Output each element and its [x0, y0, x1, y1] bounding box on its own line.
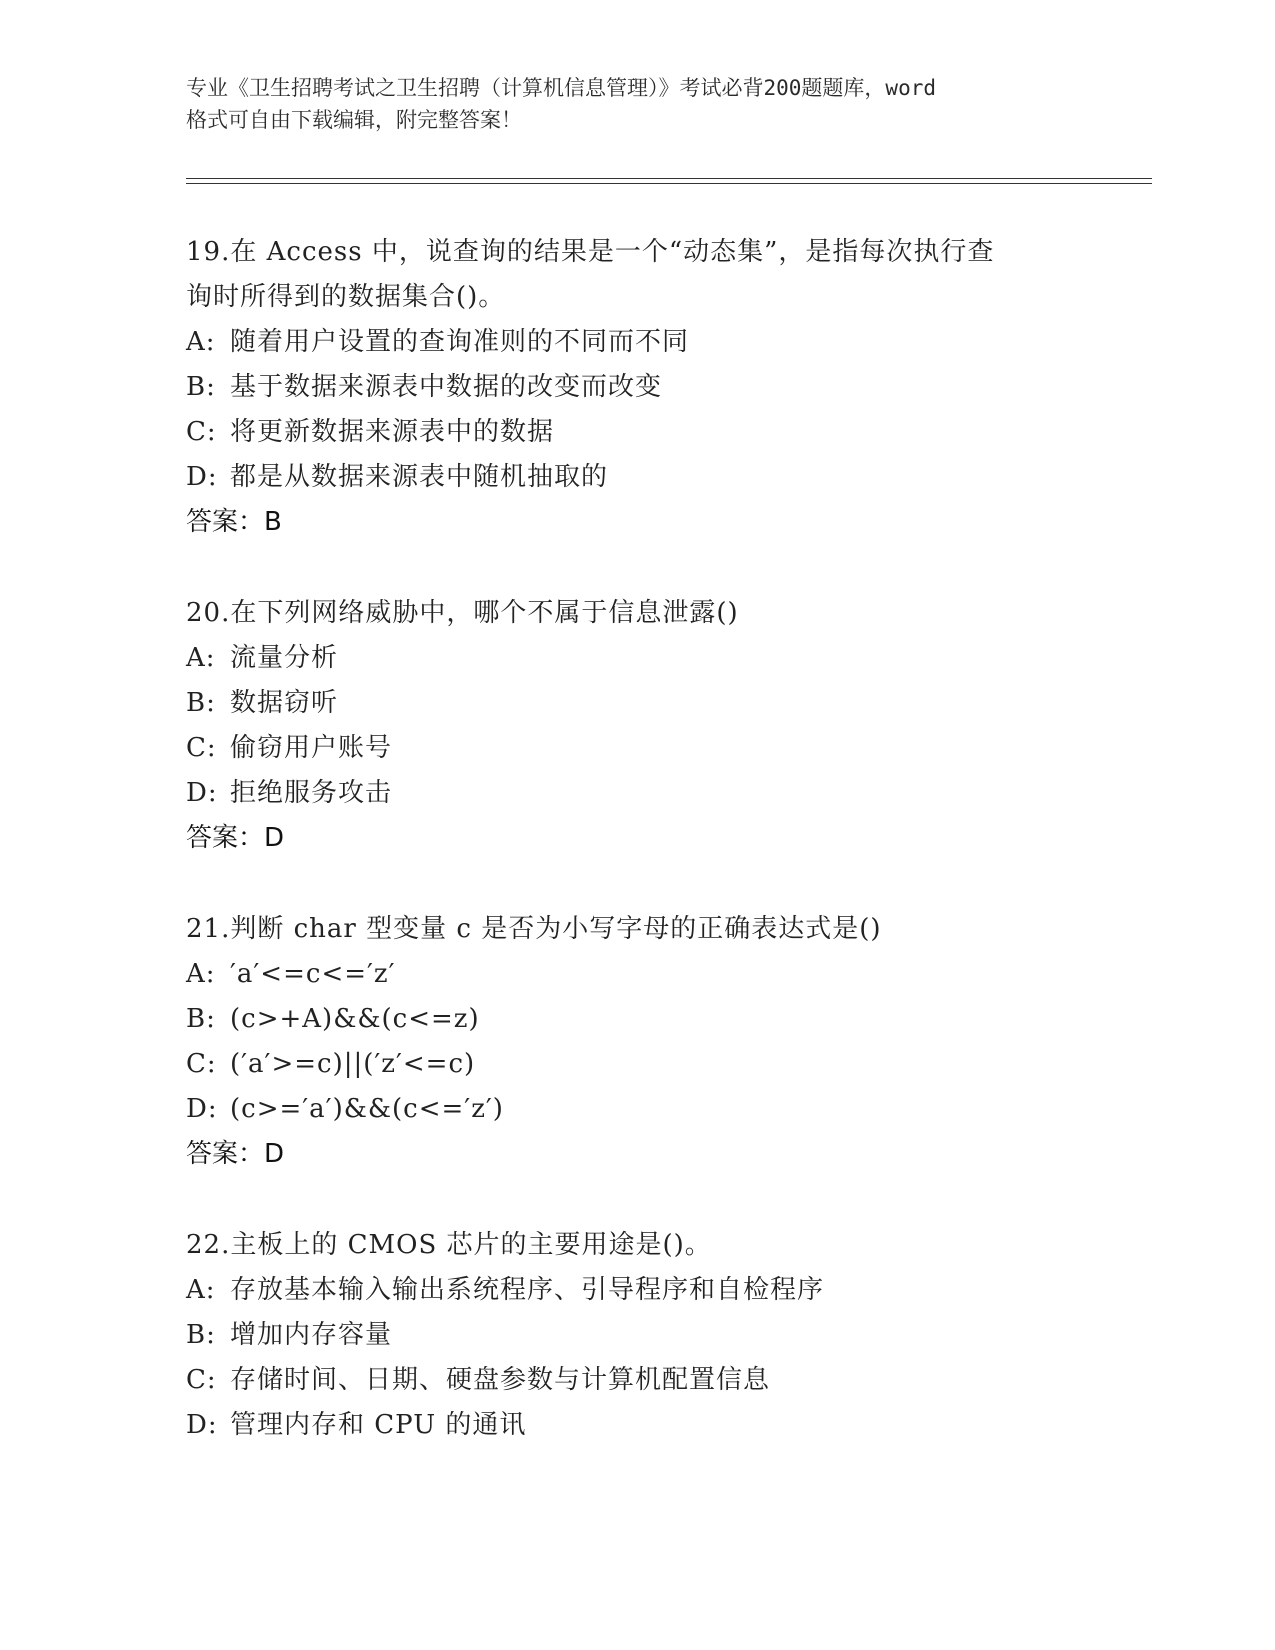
option-a [186, 636, 1086, 681]
option-d [186, 455, 1086, 500]
question-list [186, 230, 1086, 1494]
option-a [186, 320, 1086, 365]
option-text: 都是从数据来源表中随机抽取的 [230, 462, 609, 492]
option-c [186, 1358, 1086, 1403]
answer-line: 答案：B [186, 507, 282, 537]
question-text-line-2: 询时所得到的数据集合()。 [186, 282, 506, 312]
option-c [186, 726, 1086, 771]
question-text-line-1: 20.在下列网络威胁中，哪个不属于信息泄露() [186, 598, 739, 628]
option-label: B: [186, 688, 216, 718]
option-c [186, 1042, 1086, 1087]
answer-line: 答案：D [186, 823, 285, 853]
option-text: 管理内存和 CPU 的通讯 [230, 1410, 527, 1440]
option-text: ′a′<=c<=′z′ [230, 959, 396, 989]
option-text: 存储时间、日期、硬盘参数与计算机配置信息 [230, 1365, 771, 1395]
option-b [186, 365, 1086, 410]
question-text-line-1: 22.主板上的 CMOS 芯片的主要用途是()。 [186, 1230, 712, 1260]
option-text: (c>+A)&&(c<=z) [230, 1004, 480, 1034]
option-d [186, 1087, 1086, 1132]
option-text: (′a′>=c)||(′z′<=c) [230, 1049, 476, 1079]
answer-line: 答案：D [186, 1139, 285, 1169]
option-label: A: [186, 327, 216, 357]
option-d [186, 1403, 1086, 1448]
option-label: A: [186, 959, 216, 989]
option-label: C: [186, 1365, 217, 1395]
header-line-2: 格式可自由下载编辑，附完整答案！ [186, 108, 522, 132]
option-label: C: [186, 733, 217, 763]
option-text: 基于数据来源表中数据的改变而改变 [230, 372, 663, 402]
option-text: 随着用户设置的查询准则的不同而不同 [230, 327, 690, 357]
option-label: C: [186, 417, 217, 447]
option-text: 偷窃用户账号 [230, 733, 393, 763]
document-header [186, 72, 1086, 136]
question-text-line-1: 21.判断 char 型变量 c 是否为小写字母的正确表达式是() [186, 914, 882, 944]
option-label: D: [186, 1410, 218, 1440]
option-b [186, 1313, 1086, 1358]
option-text: 拒绝服务攻击 [230, 778, 393, 808]
option-text: (c>=′a′)&&(c<=′z′) [230, 1094, 504, 1124]
header-line-1: 专业《卫生招聘考试之卫生招聘（计算机信息管理）》考试必背200题题库，word [186, 76, 936, 100]
option-label: B: [186, 1320, 216, 1350]
option-text: 数据窃听 [230, 688, 339, 718]
option-a [186, 952, 1086, 997]
question-text-line-1: 19.在 Access 中，说查询的结果是一个“动态集”，是指每次执行查 [186, 237, 995, 267]
option-text: 将更新数据来源表中的数据 [230, 417, 555, 447]
option-b [186, 681, 1086, 726]
option-a [186, 1268, 1086, 1313]
question-22 [186, 1223, 1086, 1448]
option-label: B: [186, 372, 216, 402]
question-21 [186, 907, 1086, 1177]
header-divider-top [186, 178, 1152, 179]
option-text: 存放基本输入输出系统程序、引导程序和自检程序 [230, 1275, 825, 1305]
option-label: D: [186, 1094, 218, 1124]
option-d [186, 771, 1086, 816]
option-b [186, 997, 1086, 1042]
option-label: C: [186, 1049, 217, 1079]
question-20 [186, 591, 1086, 861]
option-text: 流量分析 [230, 643, 339, 673]
option-label: B: [186, 1004, 216, 1034]
option-label: A: [186, 1275, 216, 1305]
option-label: D: [186, 778, 218, 808]
header-divider-bottom [186, 183, 1152, 184]
question-19 [186, 230, 1086, 545]
option-label: A: [186, 643, 216, 673]
option-c [186, 410, 1086, 455]
option-text: 增加内存容量 [230, 1320, 393, 1350]
option-label: D: [186, 462, 218, 492]
